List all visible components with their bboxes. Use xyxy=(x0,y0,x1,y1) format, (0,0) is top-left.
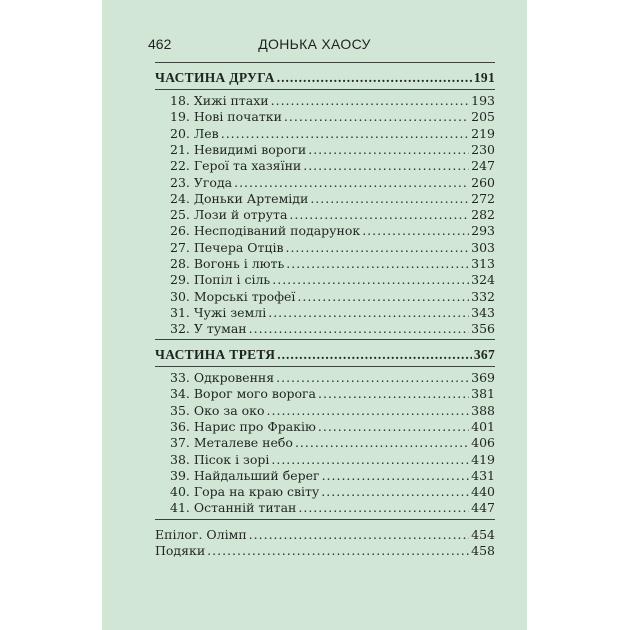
entry-page: 272 xyxy=(471,190,495,206)
chapter-entry xyxy=(170,240,495,256)
dot-leader xyxy=(267,403,470,419)
dot-leader xyxy=(285,240,469,256)
dot-leader xyxy=(272,272,469,288)
chapter-entry xyxy=(170,435,495,451)
entry-title: 19. Нові початки xyxy=(170,109,282,125)
chapter-entry xyxy=(170,289,495,305)
dot-leader xyxy=(271,452,469,468)
entry-page: 313 xyxy=(471,256,495,271)
dot-leader xyxy=(308,142,469,158)
dot-leader xyxy=(362,223,469,239)
entry-page: 440 xyxy=(471,484,495,500)
dot-leader xyxy=(284,109,469,125)
entry-title: 40. Гора на краю світу xyxy=(170,484,320,500)
dot-leader xyxy=(234,175,469,191)
chapter-entry xyxy=(170,142,495,158)
entry-page: 367 xyxy=(473,347,495,362)
dot-leader xyxy=(221,126,469,142)
chapter-entry xyxy=(170,452,495,468)
entry-title: 27. Печера Отців xyxy=(170,239,284,255)
entry-title: 18. Хижі птахи xyxy=(170,93,269,108)
chapter-entry xyxy=(170,126,495,142)
dot-leader xyxy=(277,70,472,86)
entry-title: ЧАСТИНА ТРЕТЯ xyxy=(155,347,276,362)
chapter-entry xyxy=(170,468,495,484)
entry-page: 247 xyxy=(471,158,495,174)
chapter-entry xyxy=(170,484,495,500)
entry-page: 193 xyxy=(471,93,495,108)
dot-leader xyxy=(207,543,469,559)
page-number: 462 xyxy=(148,36,172,52)
divider xyxy=(155,62,495,63)
entry-page: 282 xyxy=(471,207,495,223)
entry-title: 20. Лев xyxy=(170,125,219,141)
entry-page: 406 xyxy=(471,435,495,451)
part-heading xyxy=(155,347,495,363)
entry-title: 24. Доньки Артеміди xyxy=(170,190,309,206)
dot-leader xyxy=(277,347,472,363)
entry-title: Епілог. Олімп xyxy=(155,527,247,542)
dot-leader xyxy=(310,191,469,207)
entry-title: 32. У туман xyxy=(170,321,247,337)
entry-title: 37. Металеве небо xyxy=(170,435,293,451)
dot-leader xyxy=(318,386,469,402)
dot-leader xyxy=(289,207,469,223)
chapter-entry xyxy=(170,403,495,419)
divider xyxy=(155,366,495,367)
chapter-entry xyxy=(170,93,495,109)
chapter-entry xyxy=(170,321,495,337)
dot-leader xyxy=(321,484,469,500)
dot-leader xyxy=(276,370,469,386)
entry-title: 25. Лози й отрута xyxy=(170,207,288,223)
dot-leader xyxy=(298,500,469,516)
chapter-entry xyxy=(170,175,495,191)
entry-title: 34. Ворог мого ворога xyxy=(170,386,317,402)
entry-page: 343 xyxy=(471,304,495,320)
entry-page: 260 xyxy=(471,174,495,190)
entry-page: 230 xyxy=(471,141,495,157)
entry-page: 293 xyxy=(471,223,495,239)
entry-title: 30. Морські трофеї xyxy=(170,288,296,304)
chapter-entry xyxy=(170,500,495,516)
entry-title: 35. Око за око xyxy=(170,402,265,418)
entry-page: 401 xyxy=(471,418,495,434)
entry-page: 205 xyxy=(471,109,495,125)
dot-leader xyxy=(322,468,470,484)
part-heading xyxy=(155,70,495,86)
entry-page: 332 xyxy=(471,288,495,304)
entry-page: 191 xyxy=(473,70,495,85)
entry-title: 38. Пісок і зорі xyxy=(170,451,270,467)
dot-leader xyxy=(286,256,469,272)
entry-page: 458 xyxy=(471,543,495,559)
entry-title: 39. Найдальший берег xyxy=(170,467,320,483)
divider xyxy=(155,89,495,90)
divider xyxy=(155,519,495,520)
entry-page: 388 xyxy=(471,402,495,418)
entry-page: 381 xyxy=(471,386,495,402)
entry-page: 219 xyxy=(471,125,495,141)
chapter-entry xyxy=(170,419,495,435)
dot-leader xyxy=(297,289,469,305)
divider xyxy=(155,339,495,340)
chapter-entry xyxy=(170,370,495,386)
dot-leader xyxy=(249,527,469,543)
entry-page: 447 xyxy=(471,500,495,516)
entry-title: 23. Угода xyxy=(170,174,233,190)
running-title: ДОНЬКА ХАОСУ xyxy=(258,36,371,52)
entry-title: 33. Одкровення xyxy=(170,370,275,385)
entry-page: 324 xyxy=(471,272,495,288)
entry-page: 303 xyxy=(471,239,495,255)
entry-title: 41. Останній титан xyxy=(170,500,297,516)
back-matter-entry xyxy=(155,527,495,543)
entry-page: 356 xyxy=(471,321,495,337)
chapter-entry xyxy=(170,223,495,239)
entry-title: 26. Несподіваний подарунок xyxy=(170,223,361,239)
dot-leader xyxy=(249,321,470,337)
chapter-entry xyxy=(170,158,495,174)
chapter-entry xyxy=(170,256,495,272)
chapter-entry xyxy=(170,109,495,125)
chapter-entry xyxy=(170,207,495,223)
entry-title: Подяки xyxy=(155,543,206,559)
chapter-entry xyxy=(170,272,495,288)
entry-title: 21. Невидимі вороги xyxy=(170,141,307,157)
entry-page: 431 xyxy=(471,467,495,483)
entry-page: 369 xyxy=(471,370,495,385)
entry-title: 22. Герої та хазяїни xyxy=(170,158,302,174)
entry-title: 31. Чужі землі xyxy=(170,304,267,320)
entry-title: 29. Попіл і сіль xyxy=(170,272,271,288)
dot-leader xyxy=(295,435,469,451)
entry-page: 419 xyxy=(471,451,495,467)
back-matter-entry xyxy=(155,543,495,559)
chapter-entry xyxy=(170,386,495,402)
entry-title: 28. Вогонь і лють xyxy=(170,256,285,271)
dot-leader xyxy=(318,419,469,435)
dot-leader xyxy=(303,158,469,174)
entry-title: 36. Нарис про Фракію xyxy=(170,418,316,434)
entry-title: ЧАСТИНА ДРУГА xyxy=(155,70,275,85)
chapter-entry xyxy=(170,191,495,207)
chapter-entry xyxy=(170,305,495,321)
entry-page: 454 xyxy=(471,527,495,542)
book-page xyxy=(102,0,527,630)
dot-leader xyxy=(271,93,470,109)
dot-leader xyxy=(268,305,469,321)
